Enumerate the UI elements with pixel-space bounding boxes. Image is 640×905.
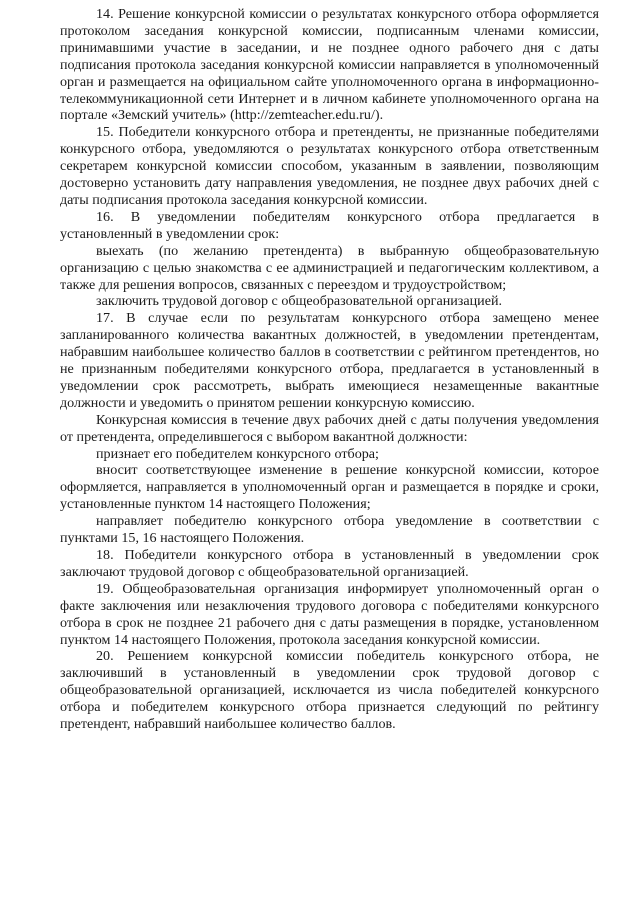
list-item-contract: заключить трудовой договор с общеобразовательной организацией. <box>96 293 503 310</box>
paragraph-item-20: 20. Решением конкурсной комиссии победитель конкурсного отбора, не заключивший в установленный в уведомлении срок трудовой договор с общеобразовательной организацией, исключается из числа победителей конкурсного отбора и победителем конкурсного отбора признается следующий по рейтингу претендент, набравший наибольшее количество баллов. <box>60 648 599 733</box>
list-item-visit: выехать (по желанию претендента) в выбранную общеобразовательную организацию с целью знакомства с ее администрацией и педагогическим коллективом, а также для решения вопросов, связанных с переездом и трудоустройством; <box>60 242 599 293</box>
list-item-amend: вносит соответствующее изменение в решение конкурсной комиссии, которое оформляется, направляется в уполномоченный орган и размещается в порядке и сроки, установленные пунктом 14 настоящего Положения; <box>60 462 599 513</box>
paragraph-item-18: 18. Победители конкурсного отбора в установленный в уведомлении срок заключают трудовой договор с общеобразовательной организацией. <box>60 547 599 580</box>
list-item-recognize: признает его победителем конкурсного отбора; <box>96 445 379 462</box>
paragraph-item-16: 16. В уведомлении победителям конкурсного отбора предлагается в установленный в уведомлении срок: <box>60 208 599 242</box>
paragraph-item-17: 17. В случае если по результатам конкурсного отбора замещено менее запланированного количества вакантных должностей, в уведомлении претендентам, набравшим наибольшее количество баллов в соответствии с рейтингом претендентов, но не признанным победителями конкурсного отбора, предлагается в установленный в уведомлении срок рассмотреть, выбрать имеющиеся незамещенные вакантные должности и уведомить о принятом решении конкурсную комиссию. <box>60 310 599 411</box>
paragraph-item-14: 14. Решение конкурсной комиссии о результатах конкурсного отбора оформляется протоколом заседания конкурсной комиссии, подписанным членами комиссии, принимавшими участие в заседании, и не позднее одного рабочего дня с даты подписания протокола заседания конкурсной комиссии направляется в уполномоченный орган и размещается на официальном сайте уполномоченного органа в информационно-телекоммуникационной сети Интернет и в личном кабинете уполномоченного органа на портале «Земский учитель» (http://zemteacher.edu.ru/). <box>60 6 599 124</box>
paragraph-item-19: 19. Общеобразовательная организация информирует уполномоченный орган о факте заключения или незаключения трудового договора с победителями конкурсного отбора в срок не позднее 21 рабочего дня с даты размещения в порядке, установленном пунктом 14 настоящего Положения, протокола заседания конкурсной комиссии. <box>60 580 599 648</box>
paragraph-commission: Конкурсная комиссия в течение двух рабочих дней с даты получения уведомления от претендента, определившегося с выбором вакантной должности: <box>60 411 599 445</box>
paragraph-item-15: 15. Победители конкурсного отбора и претенденты, не признанные победителями конкурсного отбора, уведомляются о результатах конкурсного отбора ответственным секретарем конкурсной комиссии способом, указанным в заявлении, позволяющим достоверно установить дату направления уведомления, не позднее двух рабочих дней с даты подписания протокола заседания конкурсной комиссии. <box>60 124 599 208</box>
list-item-notify: направляет победителю конкурсного отбора уведомление в соответствии с пунктами 15, 16 настоящего Положения. <box>60 513 599 547</box>
